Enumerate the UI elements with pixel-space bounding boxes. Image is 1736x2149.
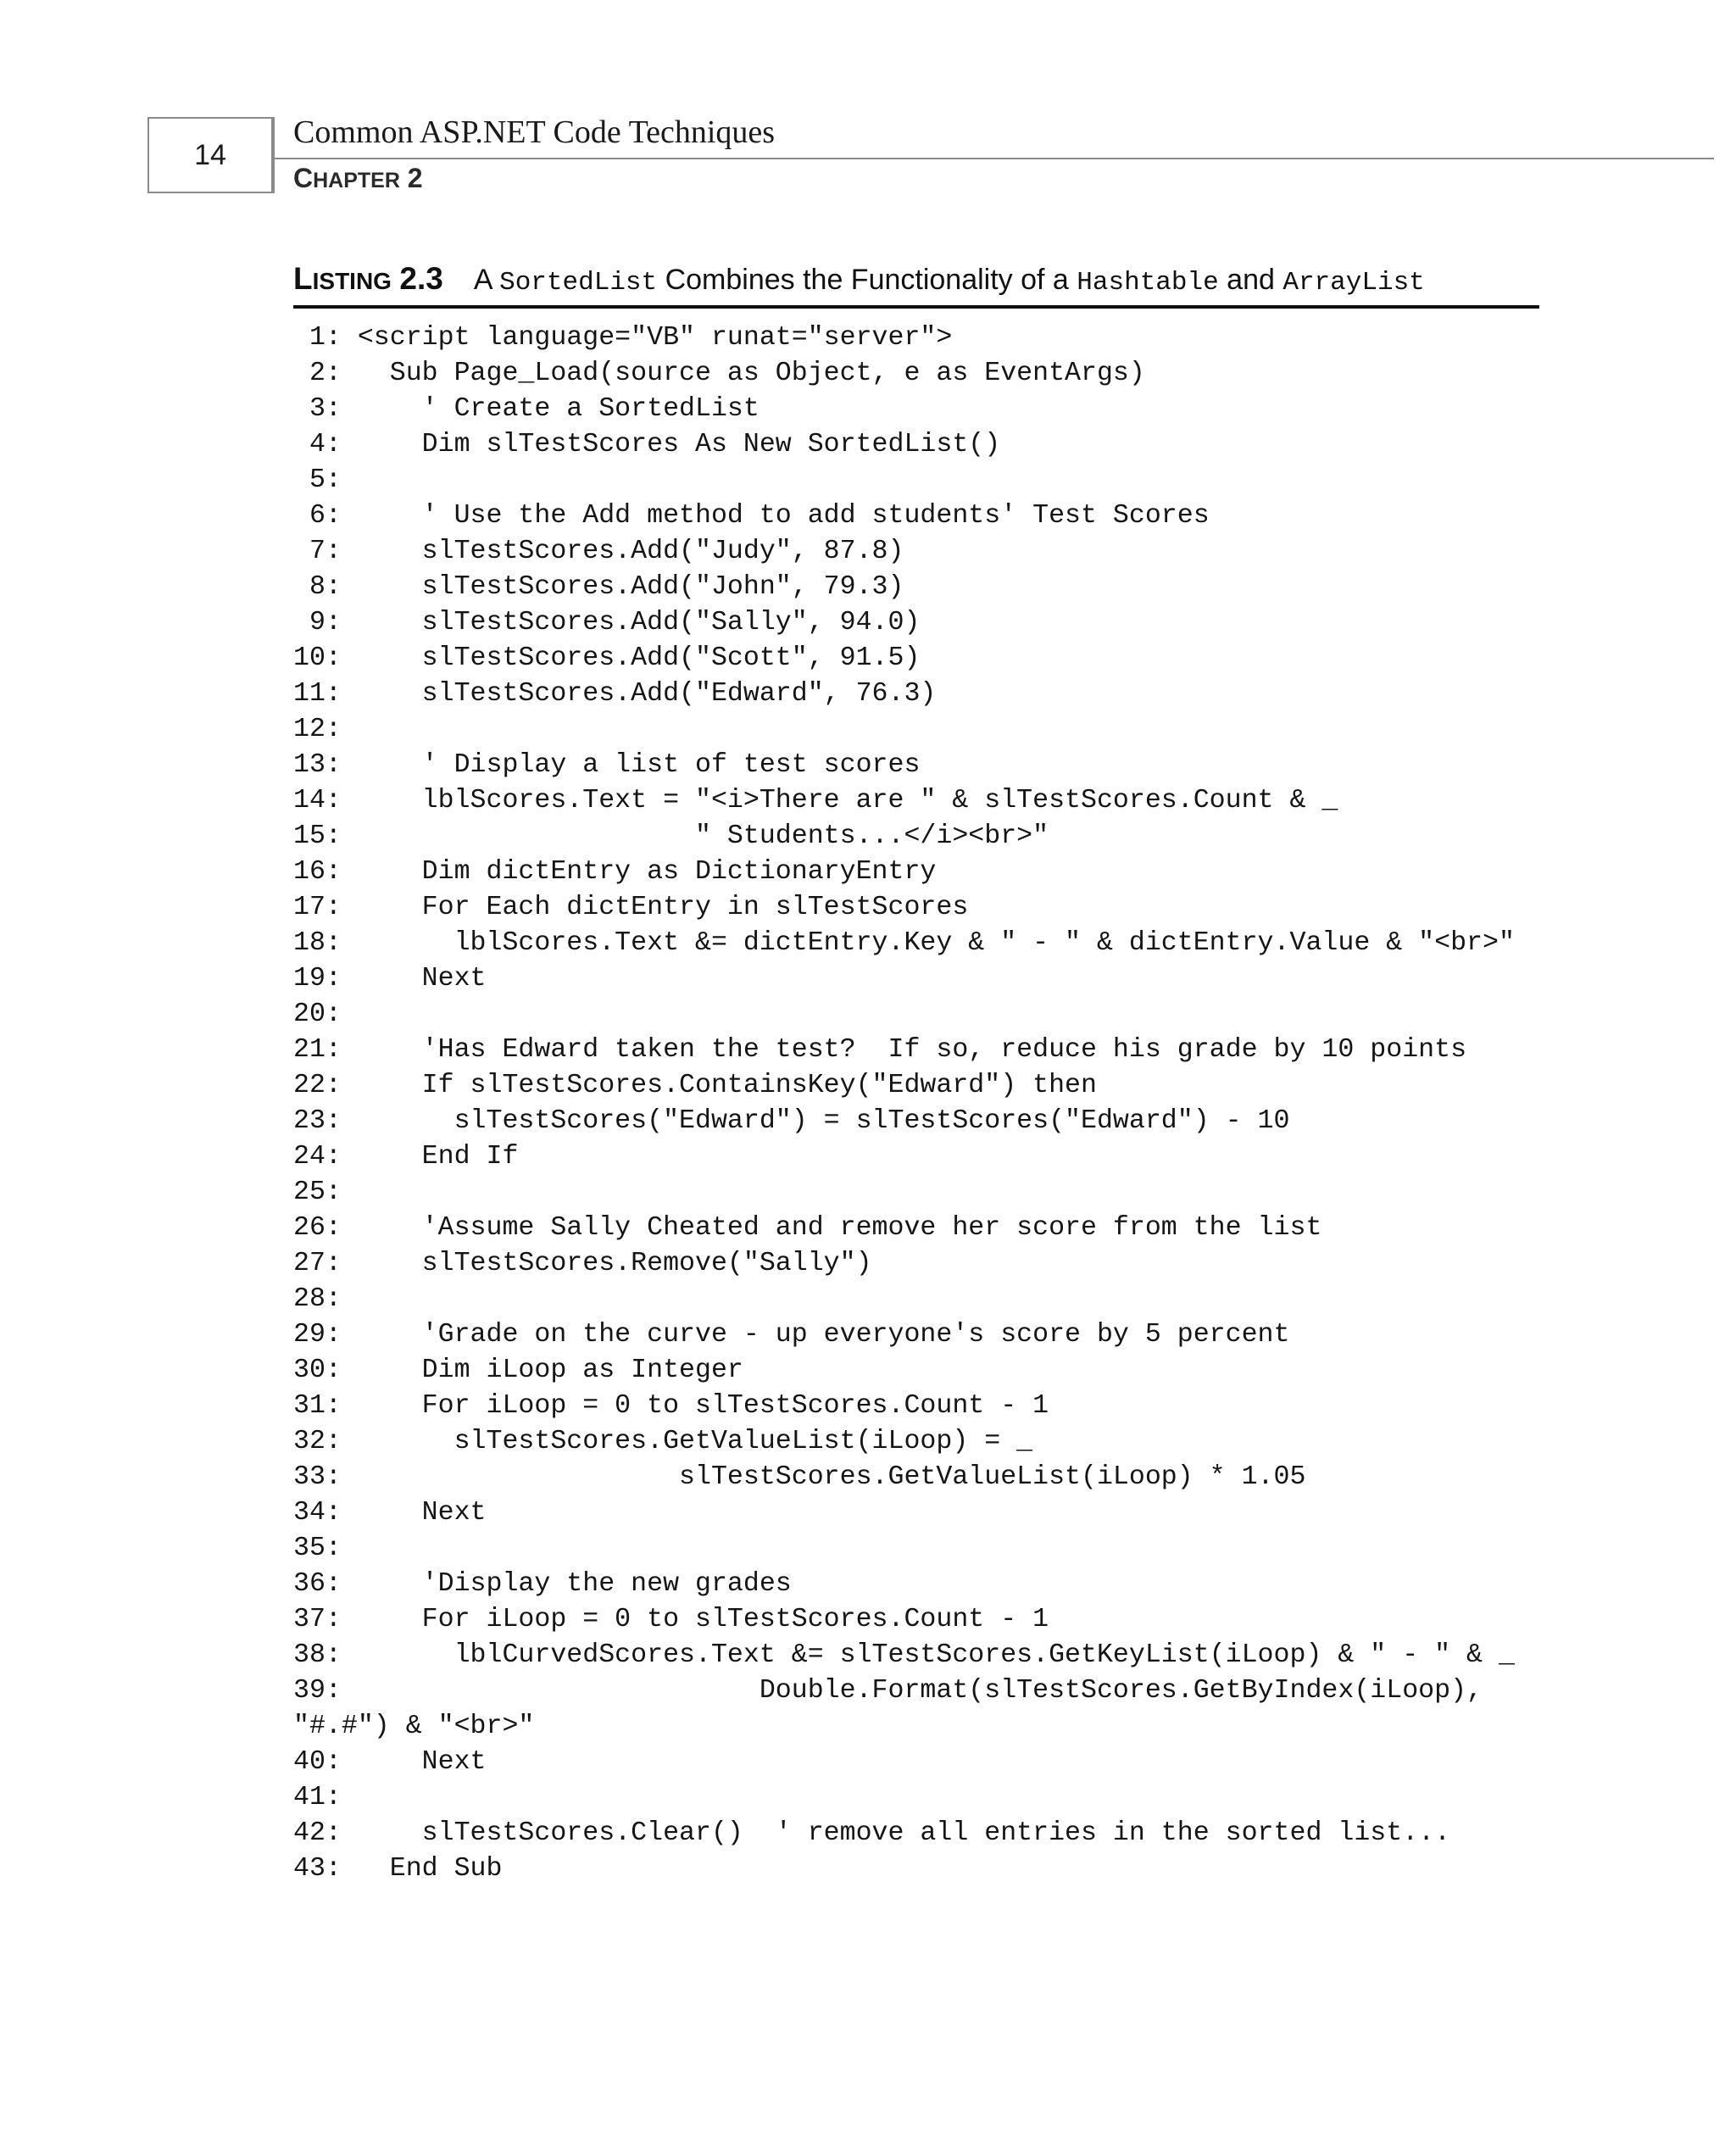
code-line: 42: slTestScores.Clear() ' remove all entries in the sorted list... xyxy=(293,1818,1451,1848)
code-line: 5: xyxy=(293,465,342,495)
header-divider-vertical xyxy=(273,117,275,193)
code-line: 19: Next xyxy=(293,964,487,994)
code-line: 27: slTestScores.Remove("Sally") xyxy=(293,1249,872,1278)
code-line: 16: Dim dictEntry as DictionaryEntry xyxy=(293,857,937,887)
code-line: 18: lblScores.Text &= dictEntry.Key & " - " & dictEntry.Value & "<br>" xyxy=(293,928,1515,958)
code-line: 30: Dim iLoop as Integer xyxy=(293,1356,743,1385)
code-line: 36: 'Display the new grades xyxy=(293,1569,792,1599)
code-line: 7: slTestScores.Add("Judy", 87.8) xyxy=(293,537,904,566)
code-line: 12: xyxy=(293,715,342,744)
code-line: 3: ' Create a SortedList xyxy=(293,394,760,424)
caption-code-sortedlist: SortedList xyxy=(499,268,658,298)
caption-text-2: Combines the Functionality of a xyxy=(657,264,1077,296)
code-line: 38: lblCurvedScores.Text &= slTestScores.GetKeyList(iLoop) & " - " & _ xyxy=(293,1640,1515,1670)
chapter-label xyxy=(293,163,423,194)
code-line: 35: xyxy=(293,1534,342,1563)
code-line: 21: 'Has Edward taken the test? If so, reduce his grade by 10 points xyxy=(293,1035,1467,1065)
code-line: 2: Sub Page_Load(source as Object, e as EventArgs) xyxy=(293,359,1145,388)
code-line: 43: End Sub xyxy=(293,1854,503,1884)
code-line: 15: " Students...</i><br>" xyxy=(293,821,1049,851)
code-line: 41: xyxy=(293,1783,342,1812)
code-line: 10: slTestScores.Add("Scott", 91.5) xyxy=(293,643,921,673)
code-line: 4: Dim slTestScores As New SortedList() xyxy=(293,430,1001,459)
code-line: 13: ' Display a list of test scores xyxy=(293,750,921,780)
code-listing xyxy=(293,320,1515,1887)
header-divider-horizontal xyxy=(273,158,1714,159)
caption-text-1: A xyxy=(473,264,500,296)
code-line: 24: End If xyxy=(293,1142,519,1172)
code-line: 6: ' Use the Add method to add students' Test Scores xyxy=(293,501,1210,531)
caption-text-3: and xyxy=(1218,264,1283,296)
listing-number: 2.3 xyxy=(399,261,443,296)
code-line: 29: 'Grade on the curve - up everyone's score by 5 percent xyxy=(293,1320,1290,1350)
code-line: 14: lblScores.Text = "<i>There are " & slTestScores.Count & _ xyxy=(293,786,1338,816)
code-line: 25: xyxy=(293,1177,342,1207)
code-line: 33: slTestScores.GetValueList(iLoop) * 1.05 xyxy=(293,1462,1306,1492)
code-line: 32: slTestScores.GetValueList(iLoop) = _ xyxy=(293,1427,1033,1456)
page-number: 14 xyxy=(147,117,273,193)
chapter-word-rest: HAPTER xyxy=(313,169,400,192)
code-line: 22: If slTestScores.ContainsKey("Edward") then xyxy=(293,1071,1097,1100)
code-line: 39: Double.Format(slTestScores.GetByIndex(iLoop), xyxy=(293,1676,1483,1706)
code-line: 17: For Each dictEntry in slTestScores xyxy=(293,893,969,922)
code-line: 34: Next xyxy=(293,1498,487,1528)
code-line: "#.#") & "<br>" xyxy=(293,1712,535,1741)
listing-label-initial: L xyxy=(293,261,313,296)
code-line: 40: Next xyxy=(293,1747,487,1777)
caption-code-hashtable: Hashtable xyxy=(1077,268,1219,298)
book-title: Common ASP.NET Code Techniques xyxy=(293,114,776,150)
code-line: 28: xyxy=(293,1284,342,1314)
listing-label xyxy=(293,261,392,296)
code-line: 9: slTestScores.Add("Sally", 94.0) xyxy=(293,608,921,637)
code-line: 1: <script language="VB" runat="server"> xyxy=(293,323,953,353)
code-line: 8: slTestScores.Add("John", 79.3) xyxy=(293,572,904,602)
code-line: 11: slTestScores.Add("Edward", 76.3) xyxy=(293,679,937,709)
caption-code-arraylist: ArrayList xyxy=(1283,268,1425,298)
chapter-number: 2 xyxy=(407,163,423,193)
code-line: 31: For iLoop = 0 to slTestScores.Count - 1 xyxy=(293,1391,1049,1421)
listing-label-rest: ISTING xyxy=(312,268,392,294)
code-line: 23: slTestScores("Edward") = slTestScores("Edward") - 10 xyxy=(293,1106,1290,1136)
listing-caption xyxy=(293,261,1539,309)
code-line: 26: 'Assume Sally Cheated and remove her score from the list xyxy=(293,1213,1322,1243)
code-line: 20: xyxy=(293,999,342,1029)
code-line: 37: For iLoop = 0 to slTestScores.Count - 1 xyxy=(293,1605,1049,1634)
chapter-word-initial: C xyxy=(293,163,314,193)
